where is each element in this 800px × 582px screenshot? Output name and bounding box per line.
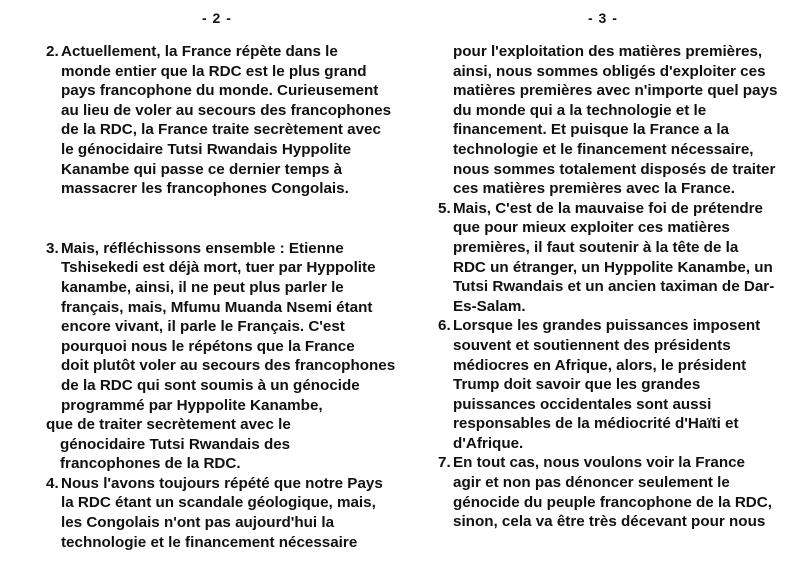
text-line: matières premières avec n'importe quel pays: [453, 82, 778, 100]
page-number-left: - 2 -: [202, 10, 232, 26]
text-line: Lorsque les grandes puissances imposent: [453, 317, 761, 335]
text-line: génocide du peuple francophone de la RDC,: [453, 493, 772, 511]
text-line: les Congolais n'ont pas aujourd'hui la: [61, 514, 335, 532]
list-item-7: [438, 453, 800, 531]
text-line: pour l'exploitation des matières premières,: [453, 43, 763, 60]
text-line: puissances occidentales sont aussi: [453, 395, 712, 413]
item-number: 5.: [438, 199, 451, 217]
list-item-5: [438, 199, 800, 317]
text-line: massacrer les francophones Congolais.: [61, 180, 349, 198]
text-line: de la RDC, la France traite secrètement avec: [61, 121, 381, 139]
text-line: la RDC étant un scandale géologique, mais,: [61, 494, 376, 512]
text-line: Mais, C'est de la mauvaise foi de prétendre: [453, 199, 764, 217]
text-line: génocidaire Tutsi Rwandais des: [60, 435, 291, 453]
text-line: En tout cas, nous voulons voir la France: [453, 454, 745, 472]
text-line: Nous l'avons toujours répété que notre Pays: [61, 474, 383, 492]
text-line: français, mais, Mfumu Muanda Nsemi étant: [61, 298, 373, 316]
left-column: [46, 42, 406, 552]
text-line: Trump doit savoir que les grandes: [453, 376, 701, 394]
text-line: Es-Salam.: [453, 297, 526, 315]
item-number: 2.: [46, 43, 59, 60]
text-line: Kanambe qui passe ce dernier temps à: [61, 160, 343, 178]
item-number: 3.: [46, 239, 59, 257]
text-line: Mais, réfléchissons ensemble : Etienne: [61, 239, 344, 257]
text-line: encore vivant, il parle le Français. C'est: [61, 318, 345, 336]
text-line: technologie et le financement nécessaire,: [453, 140, 754, 158]
text-line: que pour mieux exploiter ces matières: [453, 219, 730, 237]
text-line: Tshisekedi est déjà mort, tuer par Hyppolite: [61, 259, 376, 277]
item-number: 4.: [46, 474, 59, 492]
continued-text: [438, 42, 800, 199]
list-item-4: [46, 474, 406, 552]
text-line: monde entier que la RDC est le plus grand: [61, 62, 367, 80]
text-line: pays francophone du monde. Curieusement: [61, 82, 379, 100]
text-line: au lieu de voler au secours des francophones: [61, 101, 392, 119]
text-line: Actuellement, la France répète dans le: [61, 43, 338, 60]
text-line: de la RDC qui sont soumis à un génocide: [61, 376, 360, 394]
text-line: nous sommes totalement disposés de traiter: [453, 160, 776, 178]
text-line: du monde qui a la technologie et le: [453, 101, 707, 119]
text-line: que de traiter secrètement avec le: [46, 416, 291, 434]
text-line: le génocidaire Tutsi Rwandais Hyppolite: [61, 140, 352, 158]
list-item-3: [46, 239, 406, 415]
text-line: agir et non pas dénoncer seulement le: [453, 474, 730, 492]
text-line: ces matières premières avec la France.: [453, 180, 735, 198]
text-line: Tutsi Rwandais et un ancien taximan de Dar-: [453, 278, 775, 296]
page-number-right: - 3 -: [588, 10, 618, 26]
text-line: doit plutôt voler au secours des francophones: [61, 357, 396, 375]
text-line: francophones de la RDC.: [60, 455, 241, 473]
text-line: ainsi, nous sommes obligés d'exploiter ces: [453, 62, 766, 80]
item-number: 7.: [438, 454, 451, 472]
text-line: pourquoi nous le répétons que la France: [61, 337, 355, 355]
text-line: premières, il faut soutenir à la tête de la: [453, 238, 739, 256]
text-line: médiocres en Afrique, alors, le président: [453, 356, 747, 374]
text-line: programmé par Hyppolite Kanambe,: [61, 396, 323, 414]
text-line: responsables de la médiocrité d'Haïti et: [453, 415, 739, 433]
list-item-6: [438, 316, 800, 453]
text-line: technologie et le financement nécessaire: [61, 533, 358, 551]
right-column: [438, 42, 800, 532]
item-number: 6.: [438, 317, 451, 335]
text-line: souvent et soutiennent des présidents: [453, 336, 731, 354]
list-item-2: [46, 42, 406, 199]
text-line: financement. Et puisque la France a la: [453, 121, 729, 139]
text-line: sinon, cela va être très décevant pour nous: [453, 513, 766, 531]
text-line: d'Afrique.: [453, 434, 524, 452]
text-line: kanambe, ainsi, il ne peut plus parler le: [61, 278, 344, 296]
text-line: RDC un étranger, un Hyppolite Kanambe, un: [453, 258, 773, 276]
